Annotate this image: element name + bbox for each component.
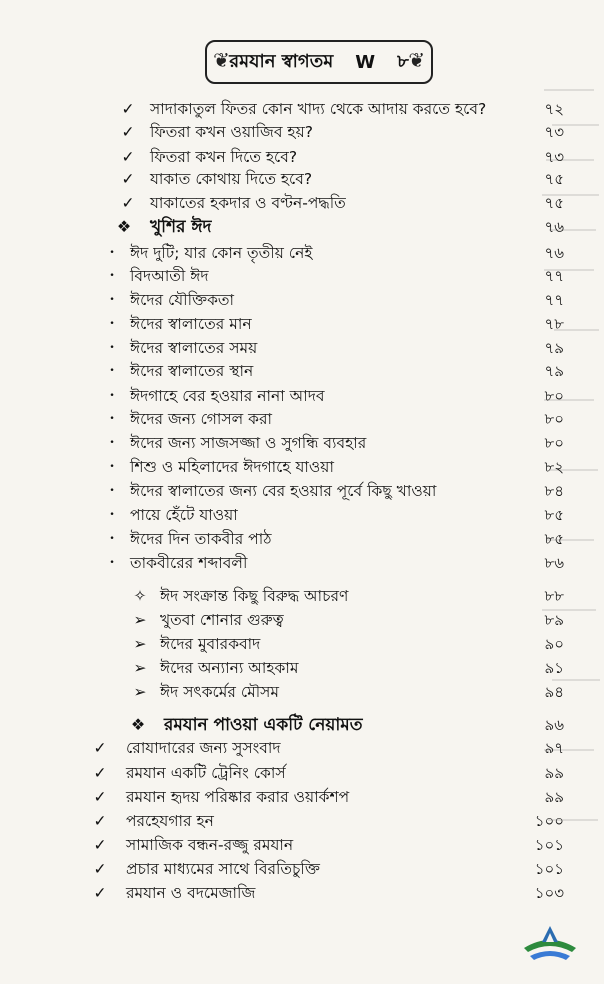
right-ornament-icon: ❦ (408, 48, 425, 72)
toc-entry-title: রমযান ও বদমেজাজি (126, 884, 256, 902)
toc-entry-title: খুশির ঈদ (150, 217, 212, 237)
toc-entry-page: ৮৪ (544, 482, 564, 500)
check-icon: ✓ (93, 884, 107, 902)
toc-entry-title: সাদাকাতুল ফিতর কোন খাদ্য থেকে আদায় করতে হবে? (150, 100, 487, 118)
toc-entry-page: ৯৭ (544, 739, 564, 757)
toc-entry-title: প্রচার মাধ্যমের সাথে বিরতিচুক্তি (126, 860, 320, 878)
toc-row (0, 680, 604, 704)
toc-row (0, 785, 604, 809)
toc-row (0, 656, 604, 680)
toc-entry-title: রমযান একটি ট্রেনিং কোর্স (126, 764, 286, 782)
left-ornament-icon: ❦ (213, 48, 230, 72)
toc-row (0, 736, 604, 760)
toc-row (0, 359, 604, 383)
check-icon: ✓ (121, 148, 135, 166)
toc-row (0, 551, 604, 575)
toc-row (0, 97, 604, 121)
toc-row (0, 455, 604, 479)
toc-entry-title: রোযাদারের জন্য সুসংবাদ (126, 739, 281, 757)
toc-row (0, 288, 604, 312)
toc-row (0, 431, 604, 455)
toc-entry-page: ৯০ (544, 635, 564, 653)
toc-row (0, 881, 604, 905)
bullet-icon: • (109, 319, 115, 329)
diamond-icon: ❖ (130, 715, 146, 734)
check-icon: ✓ (93, 739, 107, 757)
toc-row (0, 167, 604, 191)
toc-entry-title: রমযান পাওয়া একটি নেয়ামত (164, 715, 363, 735)
toc-entry-page: ৯৯ (544, 764, 564, 782)
toc-entry-title: ঈদের জন্য সাজসজ্জা ও সুগন্ধি ব্যবহার (130, 434, 367, 452)
header-title: রমযান স্বাগতম (229, 50, 334, 72)
toc-entry-page: ৮২ (544, 458, 564, 476)
bullet-icon: • (109, 248, 115, 258)
toc-entry-page: ৭৫ (544, 170, 564, 188)
toc-entry-title: যাকাতের হকদার ও বণ্টন-পদ্ধতি (150, 194, 346, 212)
arrow-icon: ➢ (133, 659, 147, 677)
toc-entry-title: রমযান হৃদয় পরিষ্কার করার ওয়ার্কশপ (126, 788, 350, 806)
toc-entry-title: ঈদের দিন তাকবীর পাঠ (130, 530, 272, 548)
toc-entry-page: ৮৮ (544, 587, 564, 605)
toc-entry-page: ৯১ (544, 659, 564, 677)
toc-row (0, 584, 604, 608)
toc-entry-title: ঈদগাহে বের হওয়ার নানা আদব (130, 387, 325, 405)
toc-entry-page: ৯৪ (544, 683, 564, 701)
toc-entry-page: ৭৮ (544, 315, 564, 333)
bullet-icon: • (109, 295, 115, 305)
toc-entry-page: ৭৭ (544, 267, 564, 285)
check-icon: ✓ (93, 860, 107, 878)
bullet-icon: • (109, 462, 115, 472)
arrow-icon: ➢ (133, 611, 147, 629)
toc-entry-page: ৭৩ (544, 123, 564, 141)
toc-entry-page: ১০১ (534, 836, 564, 854)
bullet-icon: • (109, 343, 115, 353)
diamond-icon: ❖ (116, 217, 132, 236)
toc-entry-page: ৯৬ (544, 716, 564, 734)
check-icon: ✓ (121, 100, 135, 118)
toc-entry-title: ফিতরা কখন দিতে হবে? (150, 148, 298, 166)
header-mark: W (355, 51, 376, 73)
bullet-icon: • (109, 271, 115, 281)
toc-entry-title: তাকবীরের শব্দাবলী (130, 554, 248, 572)
toc-entry-page: ৭৬ (544, 244, 564, 262)
bullet-icon: • (109, 391, 115, 401)
toc-entry-title: ঈদের স্বালাতের মান (130, 315, 252, 333)
bullet-icon: • (109, 534, 115, 544)
toc-entry-page: ৭৯ (544, 362, 564, 380)
toc-entry-page: ৭২ (544, 100, 564, 118)
toc-row (0, 632, 604, 656)
toc-entry-page: ১০০ (534, 812, 564, 830)
toc-row (0, 264, 604, 288)
check-icon: ✓ (93, 788, 107, 806)
toc-row (0, 857, 604, 881)
toc-entry-title: ঈদ সৎকর্মের মৌসম (160, 683, 280, 701)
toc-entry-title: ঈদ দুটি; যার কোন তৃতীয় নেই (130, 244, 313, 262)
check-icon: ✓ (93, 764, 107, 782)
toc-row (0, 241, 604, 265)
toc-entry-page: ৯৯ (544, 788, 564, 806)
bullet-icon: • (109, 558, 115, 568)
toc-entry-page: ৭৫ (544, 194, 564, 212)
header-page-number: ৮ (397, 50, 409, 72)
toc-entry-title: ঈদ সংক্রান্ত কিছু বিরুদ্ধ আচরণ (160, 587, 349, 605)
toc-entry-page: ৮৫ (544, 530, 564, 548)
toc-entry-title: ঈদের যৌক্তিকতা (130, 291, 235, 309)
toc-entry-title: খুতবা শোনার গুরুত্ব (160, 611, 284, 629)
toc-entry-title: ফিতরা কখন ওয়াজিব হয়? (150, 123, 313, 141)
bullet-icon: • (109, 486, 115, 496)
toc-entry-page: ৭৬ (544, 218, 564, 236)
bullet-icon: • (109, 366, 115, 376)
toc-entry-page: ৮০ (544, 410, 564, 428)
toc-entry-page: ৭৭ (544, 291, 564, 309)
toc-row (0, 336, 604, 360)
toc-row (0, 407, 604, 431)
toc-entry-title: ঈদের অন্যান্য আহকাম (160, 659, 299, 677)
toc-entry-page: ৭৯ (544, 339, 564, 357)
toc-row (0, 120, 604, 144)
check-icon: ✓ (93, 812, 107, 830)
star-icon: ✧ (133, 587, 147, 605)
arrow-icon: ➢ (133, 635, 147, 653)
toc-row (0, 713, 604, 737)
check-icon: ✓ (121, 170, 135, 188)
toc-entry-title: ঈদের স্বালাতের স্থান (130, 362, 254, 380)
toc-row (0, 312, 604, 336)
toc-entry-title: যাকাত কোথায় দিতে হবে? (150, 170, 313, 188)
toc-entry-title: ঈদের স্বালাতের সময় (130, 339, 258, 357)
check-icon: ✓ (93, 836, 107, 854)
check-icon: ✓ (121, 194, 135, 212)
toc-row (0, 191, 604, 215)
publisher-logo-icon (520, 918, 580, 964)
toc-row (0, 608, 604, 632)
toc-entry-page: ৮৯ (544, 611, 564, 629)
toc-entry-title: পরহেযগার হন (126, 812, 214, 830)
toc-entry-title: সামাজিক বন্ধন-রজ্জু রমযান (126, 836, 294, 854)
toc-entry-page: ৮০ (544, 387, 564, 405)
toc-entry-title: শিশু ও মহিলাদের ঈদগাহে যাওয়া (130, 458, 334, 476)
toc-row (0, 145, 604, 169)
toc-row (0, 833, 604, 857)
toc-entry-title: পায়ে হেঁটে যাওয়া (130, 506, 238, 524)
check-icon: ✓ (121, 123, 135, 141)
toc-entry-page: ১০১ (534, 860, 564, 878)
bullet-icon: • (109, 510, 115, 520)
toc-entry-title: বিদআতী ঈদ (130, 267, 209, 285)
bullet-icon: • (109, 414, 115, 424)
toc-row (0, 761, 604, 785)
toc-entry-title: ঈদের মুবারকবাদ (160, 635, 261, 653)
toc-row (0, 503, 604, 527)
toc-entry-page: ১০৩ (534, 884, 564, 902)
arrow-icon: ➢ (133, 683, 147, 701)
toc-row (0, 384, 604, 408)
toc-entry-page: ৮০ (544, 434, 564, 452)
toc-entry-title: ঈদের স্বালাতের জন্য বের হওয়ার পূর্বে কিছু খাওয়া (130, 482, 437, 500)
bullet-icon: • (109, 438, 115, 448)
toc-row (0, 215, 604, 239)
toc-row (0, 809, 604, 833)
running-header (205, 40, 433, 84)
toc-entry-title: ঈদের জন্য গোসল করা (130, 410, 273, 428)
toc-entry-page: ৭৩ (544, 148, 564, 166)
toc-row (0, 527, 604, 551)
toc-row (0, 479, 604, 503)
toc-entry-page: ৮৫ (544, 506, 564, 524)
toc-entry-page: ৮৬ (544, 554, 564, 572)
